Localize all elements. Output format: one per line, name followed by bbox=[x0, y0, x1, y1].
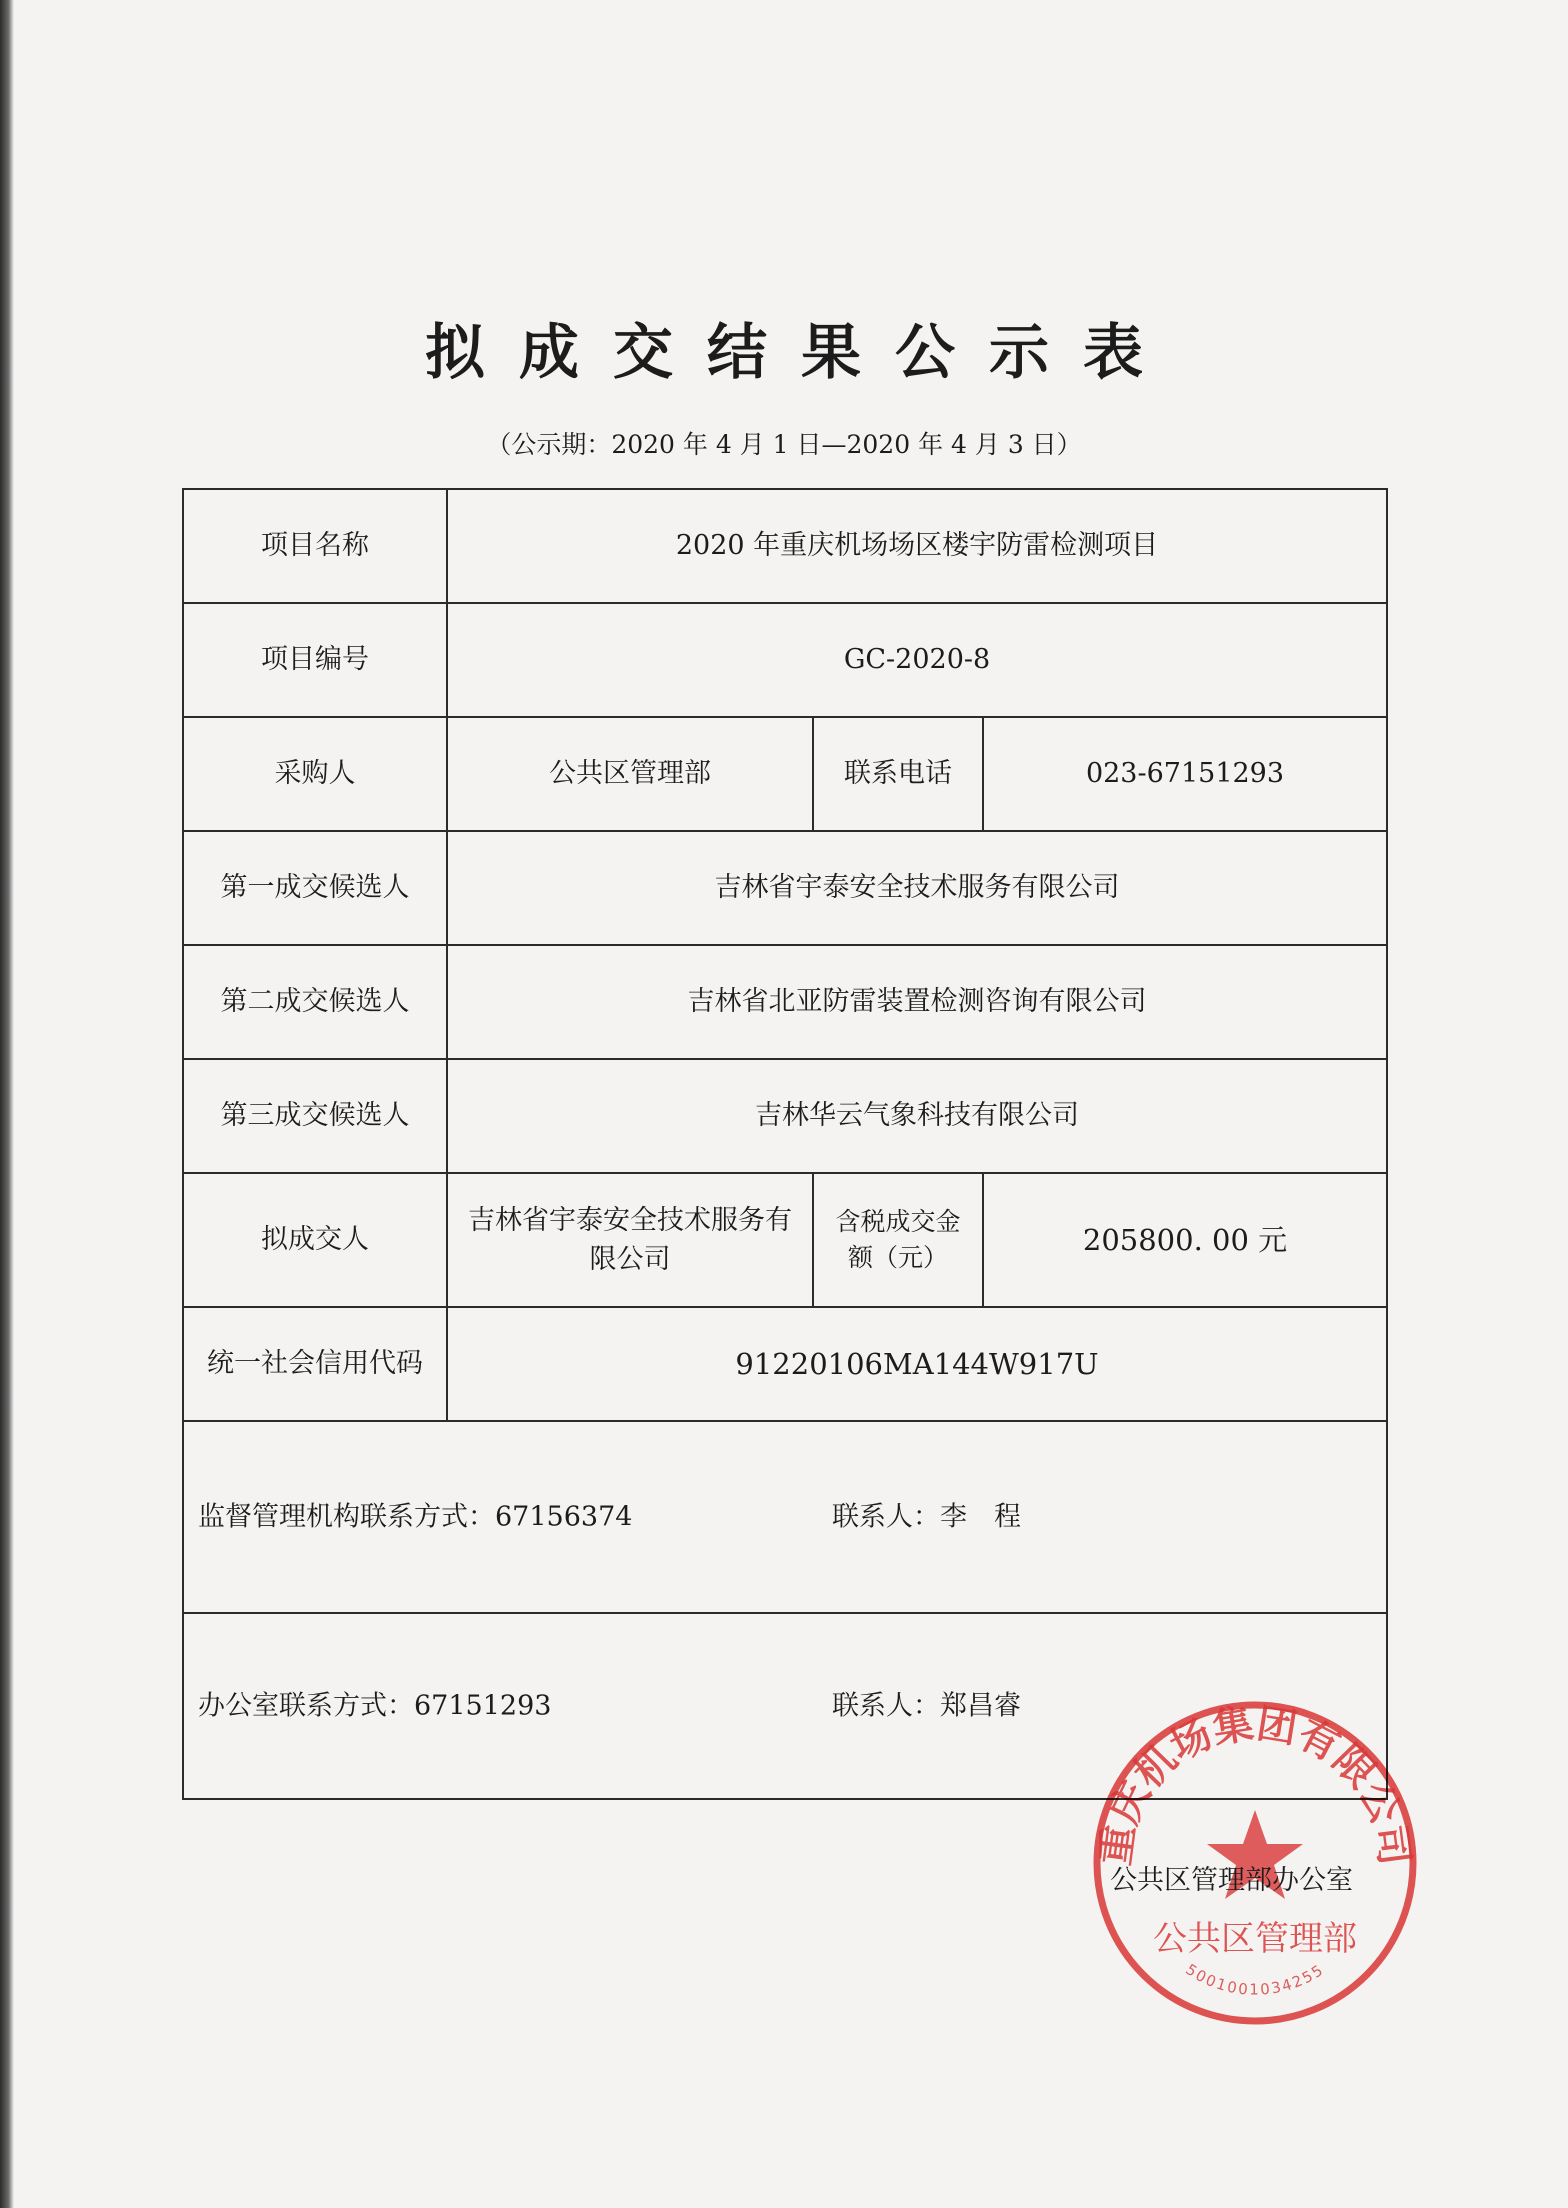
label-credit-code: 统一社会信用代码 bbox=[183, 1307, 447, 1421]
svg-text:5001001034255 bbox=[1182, 1960, 1327, 1998]
office-phone: 办公室联系方式：67151293 bbox=[198, 1690, 552, 1722]
label-first-candidate: 第一成交候选人 bbox=[183, 831, 447, 945]
result-table bbox=[182, 488, 1388, 1800]
stamp-ring-text: 重庆机场集团有限公司 bbox=[1091, 1699, 1419, 1868]
label-phone: 联系电话 bbox=[813, 717, 983, 831]
row-project-no bbox=[183, 603, 1387, 717]
value-purchaser: 公共区管理部 bbox=[447, 717, 813, 831]
value-project-name: 2020 年重庆机场场区楼宇防雷检测项目 bbox=[447, 489, 1387, 603]
publicity-period: （公示期：2020 年 4 月 1 日—2020 年 4 月 3 日） bbox=[486, 430, 1082, 459]
supervision-contact-cell bbox=[183, 1421, 1387, 1613]
value-second-candidate: 吉林省北亚防雷装置检测咨询有限公司 bbox=[447, 945, 1387, 1059]
row-supervision-contact bbox=[183, 1421, 1387, 1613]
label-third-candidate: 第三成交候选人 bbox=[183, 1059, 447, 1173]
row-second-candidate bbox=[183, 945, 1387, 1059]
label-amount: 含税成交金额（元） bbox=[813, 1173, 983, 1307]
row-project-name bbox=[183, 489, 1387, 603]
label-winner: 拟成交人 bbox=[183, 1173, 447, 1307]
row-credit-code bbox=[183, 1307, 1387, 1421]
value-first-candidate: 吉林省宇泰安全技术服务有限公司 bbox=[447, 831, 1387, 945]
label-project-no: 项目编号 bbox=[183, 603, 447, 717]
value-amount: 205800. 00 元 bbox=[983, 1173, 1387, 1307]
label-purchaser: 采购人 bbox=[183, 717, 447, 831]
stamp-center-text: 公共区管理部 bbox=[1153, 1919, 1357, 1959]
row-winner bbox=[183, 1173, 1387, 1307]
stamp-caption: 公共区管理部办公室 bbox=[1110, 1865, 1353, 1896]
row-purchaser bbox=[183, 717, 1387, 831]
value-winner: 吉林省宇泰安全技术服务有限公司 bbox=[447, 1173, 813, 1307]
label-project-name: 项目名称 bbox=[183, 489, 447, 603]
label-second-candidate: 第二成交候选人 bbox=[183, 945, 447, 1059]
supervision-person: 联系人：李 程 bbox=[832, 1501, 1021, 1533]
value-project-no: GC-2020-8 bbox=[447, 603, 1387, 717]
supervision-phone: 监督管理机构联系方式：67156374 bbox=[198, 1501, 633, 1533]
value-phone: 023-67151293 bbox=[983, 717, 1387, 831]
value-third-candidate: 吉林华云气象科技有限公司 bbox=[447, 1059, 1387, 1173]
office-person: 联系人：郑昌睿 bbox=[832, 1690, 1021, 1722]
row-first-candidate bbox=[183, 831, 1387, 945]
row-third-candidate bbox=[183, 1059, 1387, 1173]
value-credit-code: 91220106MA144W917U bbox=[447, 1307, 1387, 1421]
document-title: 拟成交结果公示表 bbox=[425, 318, 1177, 388]
stamp-serial: 5001001034255 bbox=[1182, 1960, 1328, 1999]
